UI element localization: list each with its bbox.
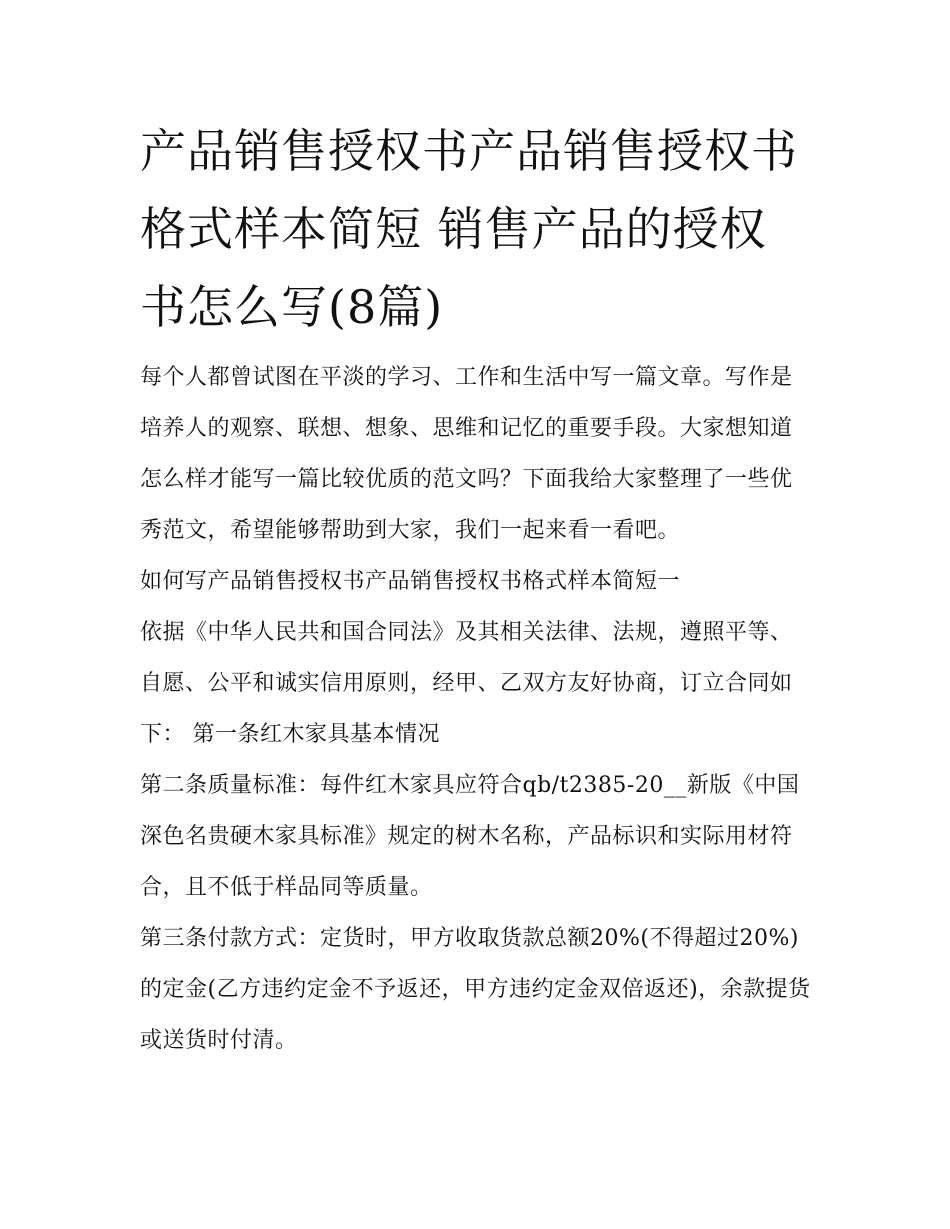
document-title: 产品销售授权书产品销售授权书格式样本简短 销售产品的授权书怎么写(8篇) <box>140 124 798 334</box>
intro-paragraph: 每个人都曾试图在平淡的学习、工作和生活中写一篇文章。写作是培养人的观察、联想、想象、思维和记忆的重要手段。大家想知道怎么样才能写一篇比较优质的范文吗？下面我给大家整理了一些优秀范文，希望能够帮助到大家，我们一起来看一看吧。 <box>140 365 793 543</box>
clause-payment-method: 第三条付款方式：定货时，甲方收取货款总额20%(不得超过20%)的定金(乙方违约定金不予返还，甲方违约定金双倍返还)，余款提货或送货时付清。 <box>140 926 811 1053</box>
section-heading: 如何写产品销售授权书产品销售授权书格式样本简短一 <box>140 569 681 594</box>
document-page <box>140 112 812 1066</box>
contract-preamble: 依据《中华人民共和国合同法》及其相关法律、法规，遵照平等、自愿、公平和诚实信用原则，经甲、乙双方友好协商，订立合同如下： 第一条红木家具基本情况 <box>140 620 793 747</box>
clause-quality-standard: 第二条质量标准：每件红木家具应符合qb/t2385-20__新版《中国深色名贵硬木家具标准》规定的树木名称，产品标识和实际用材符合，且不低于样品同等质量。 <box>140 773 800 900</box>
